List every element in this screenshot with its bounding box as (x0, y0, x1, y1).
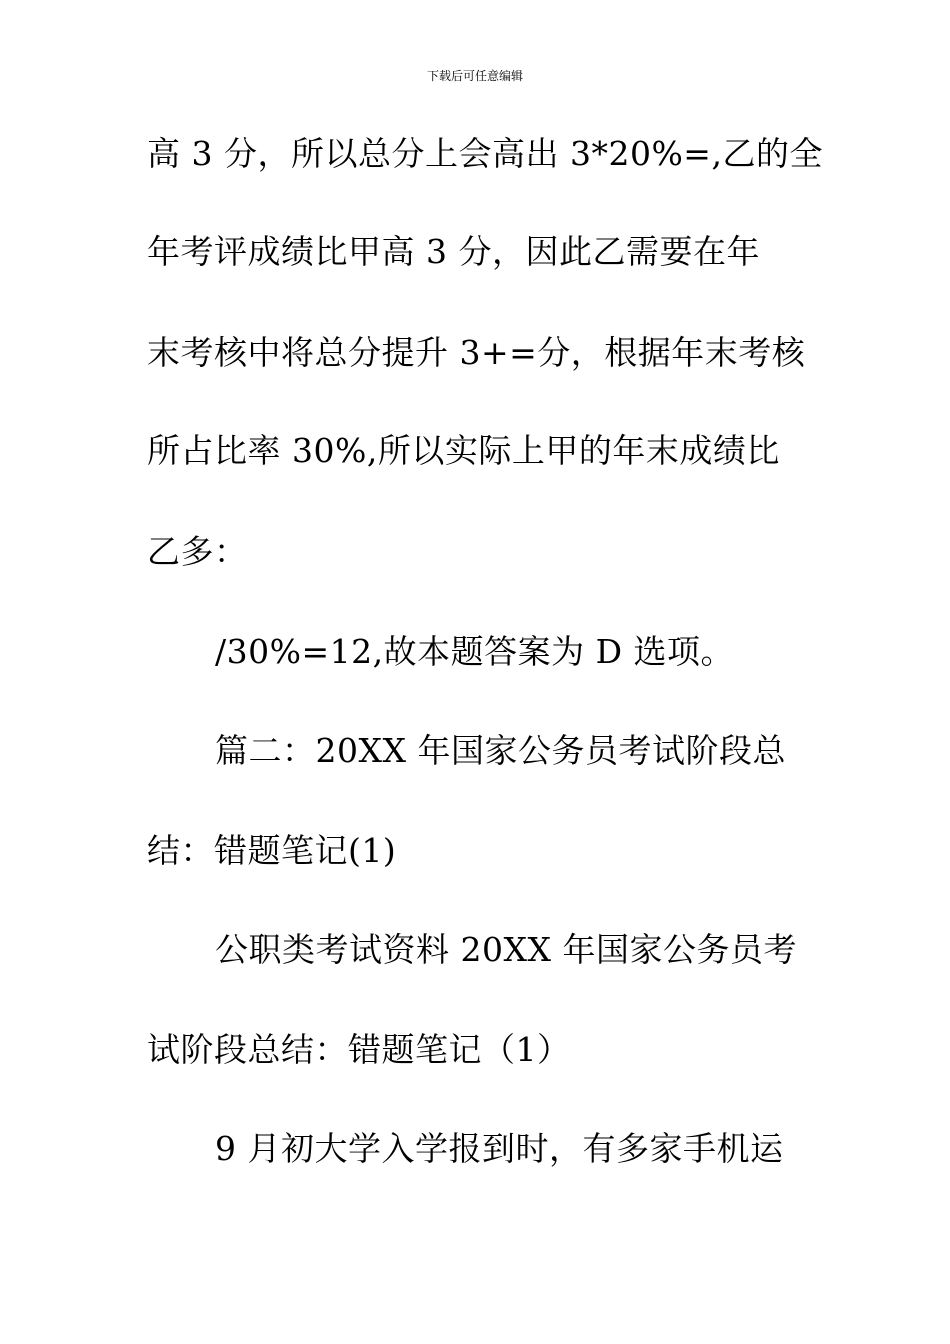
text-line: /30%=12,故本题答案为 D 选项。 (215, 632, 735, 671)
text-line: 9 月初大学入学报到时，有多家手机运 (215, 1129, 784, 1168)
text-line: 末考核中将总分提升 3+=分，根据年末考核 (147, 333, 806, 372)
section-heading-line: 篇二：20XX 年国家公务员考试阶段总 (215, 731, 786, 770)
text-line: 高 3 分，所以总分上会高出 3*20%=,乙的全 (147, 134, 823, 173)
section-heading-line: 结：错题笔记(1) (147, 831, 397, 870)
page-header-note: 下载后可任意编辑 (426, 69, 523, 83)
text-line: 年考评成绩比甲高 3 分，因此乙需要在年 (147, 232, 760, 271)
text-line: 所占比率 30%,所以实际上甲的年末成绩比 (147, 431, 780, 470)
text-line: 乙多： (147, 532, 248, 571)
text-line: 公职类考试资料 20XX 年国家公务员考 (215, 930, 797, 969)
text-line: 试阶段总结：错题笔记（1） (147, 1030, 571, 1069)
